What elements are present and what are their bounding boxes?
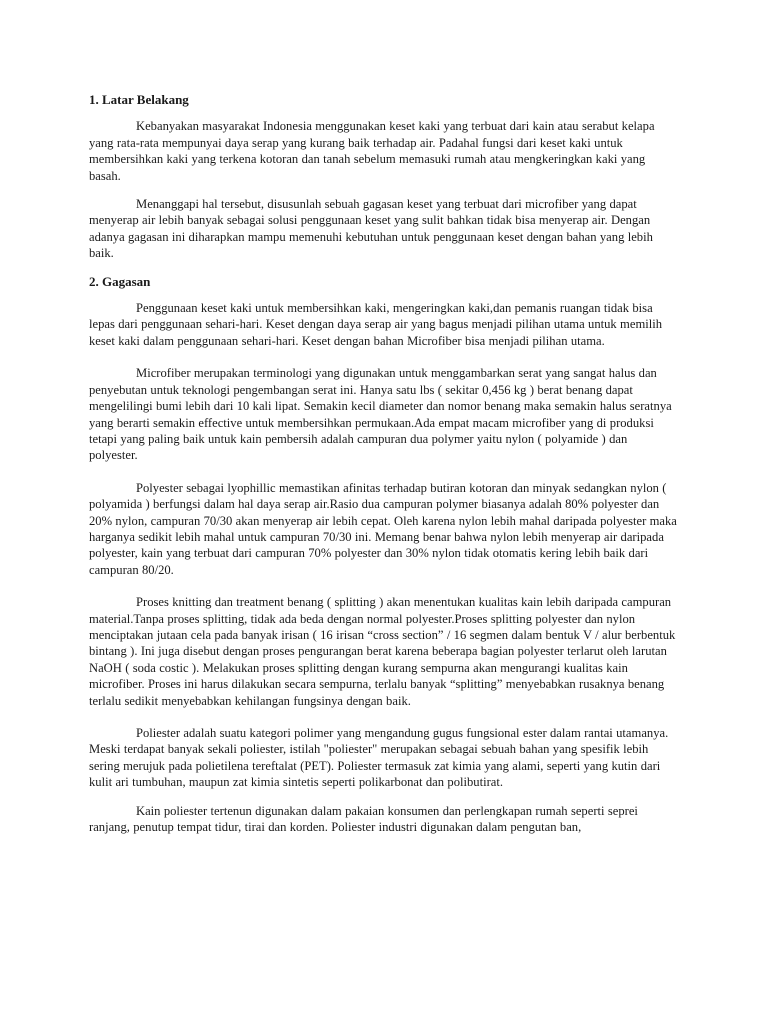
paragraph-gagasan-2: Microfiber merupakan terminologi yang digunakan untuk menggambarkan serat yang sangat halus dan penyebutan untuk teknologi pengembangan serat ini. Hanya satu lbs ( sekitar 0,456 kg ) berat benang dapat mengelilingi bumi lebih dari 10 kali lipat. Semakin kecil diameter dan nomor benang maka semakin halus seratnya yang berarti semakin effective untuk membersihkan permukaan.Ada empat macam microfiber yang di produksi tetapi yang paling baik untuk kain pembersih adalah campuran dua polymer yaitu nylon ( polyamide ) dan polyester. <box>89 366 672 463</box>
document-page <box>89 92 677 847</box>
paragraph-gagasan-3: Polyester sebagai lyophillic memastikan afinitas terhadap butiran kotoran dan minyak sedangkan nylon ( polyamida ) berfungsi dalam hal daya serap air.Rasio dua campuran polymer biasanya adalah 80% polyester dan 20% nylon, campuran 70/30 akan menyerap air lebih cepat. Oleh karena nylon lebih mahal daripada polyester maka harganya sedikit lebih mahal untuk campuran 70/30 ini. Memang benar bahwa nylon lebih menyerap air daripada polyester, kain yang terbuat dari campuran 70% polyester dan 30% nylon tidak otomatis kering lebih baik dari campuran 80/20. <box>89 480 677 577</box>
paragraph-latar-belakang-2: Menanggapi hal tersebut, disusunlah sebuah gagasan keset yang terbuat dari microfiber yang dapat menyerap air lebih banyak sebagai solusi penggunaan keset yang sulit bahkan tidak bisa menyerap air. Dengan adanya gagasan ini diharapkan mampu memenuhi kebutuhan untuk penggunaan keset dengan bahan yang lebih baik. <box>89 197 653 261</box>
section-title-gagasan: 2. Gagasan <box>89 273 151 289</box>
paragraph-gagasan-4: Proses knitting dan treatment benang ( splitting ) akan menentukan kualitas kain lebih daripada campuran material.Tanpa proses splitting, tidak ada beda dengan normal polyester.Proses splitting polyester dan nylon menciptakan jutaan cela pada banyak irisan ( 16 irisan “cross section” / 16 segmen dalam bentuk V / alur berbentuk bintang ). Ini juga disebut dengan proses pengurangan berat karena beberapa bagian polyester terlarut oleh larutan NaOH ( soda costic ). Melakukan proses splitting dengan kurang sempurna akan mengurangi kualitas kain microfiber. Proses ini harus dilakukan secara sempurna, terlalu banyak “splitting” menyebabkan rusaknya benang terlalu sedikit menyebabkan kehilangan fungsinya dengan baik. <box>89 595 676 708</box>
paragraph-gagasan-1: Penggunaan keset kaki untuk membersihkan kaki, mengeringkan kaki,dan pemanis ruangan tidak bisa lepas dari penggunaan sehari-hari. Keset dengan daya serap air yang bagus menjadi pilihan utama untuk memilih keset kaki dalam penggunaan sehari-hari. Keset dengan bahan Microfiber bisa menjadi pilihan utama. <box>89 301 663 348</box>
paragraph-gagasan-6: Kain poliester tertenun digunakan dalam pakaian konsumen dan perlengkapan rumah seperti seprei ranjang, penutup tempat tidur, tirai dan korden. Poliester industri digunakan dalam pengutan ban, <box>89 803 638 835</box>
paragraph-latar-belakang-1: Kebanyakan masyarakat Indonesia menggunakan keset kaki yang terbuat dari kain atau serabut kelapa yang rata-rata mempunyai daya serap yang kurang baik terhadap air. Padahal fungsi dari keset kaki untuk membersihkan kaki yang terkena kotoran dan tanah sebelum memasuki rumah atau mengkeringkan kaki yang basah. <box>89 119 655 183</box>
section-title-latar-belakang: 1. Latar Belakang <box>89 92 189 107</box>
paragraph-gagasan-5: Poliester adalah suatu kategori polimer yang mengandung gugus fungsional ester dalam rantai utamanya. Meski terdapat banyak sekali poliester, istilah "poliester" merupakan sebagai sebuah bahan yang spesifik lebih sering merujuk pada polietilena tereftalat (PET). Poliester termasuk zat kimia yang alami, seperti yang kutin dari kulit ari tumbuhan, maupun zat kimia sintetis seperti polikarbonat dan polibutirat. <box>89 726 669 790</box>
